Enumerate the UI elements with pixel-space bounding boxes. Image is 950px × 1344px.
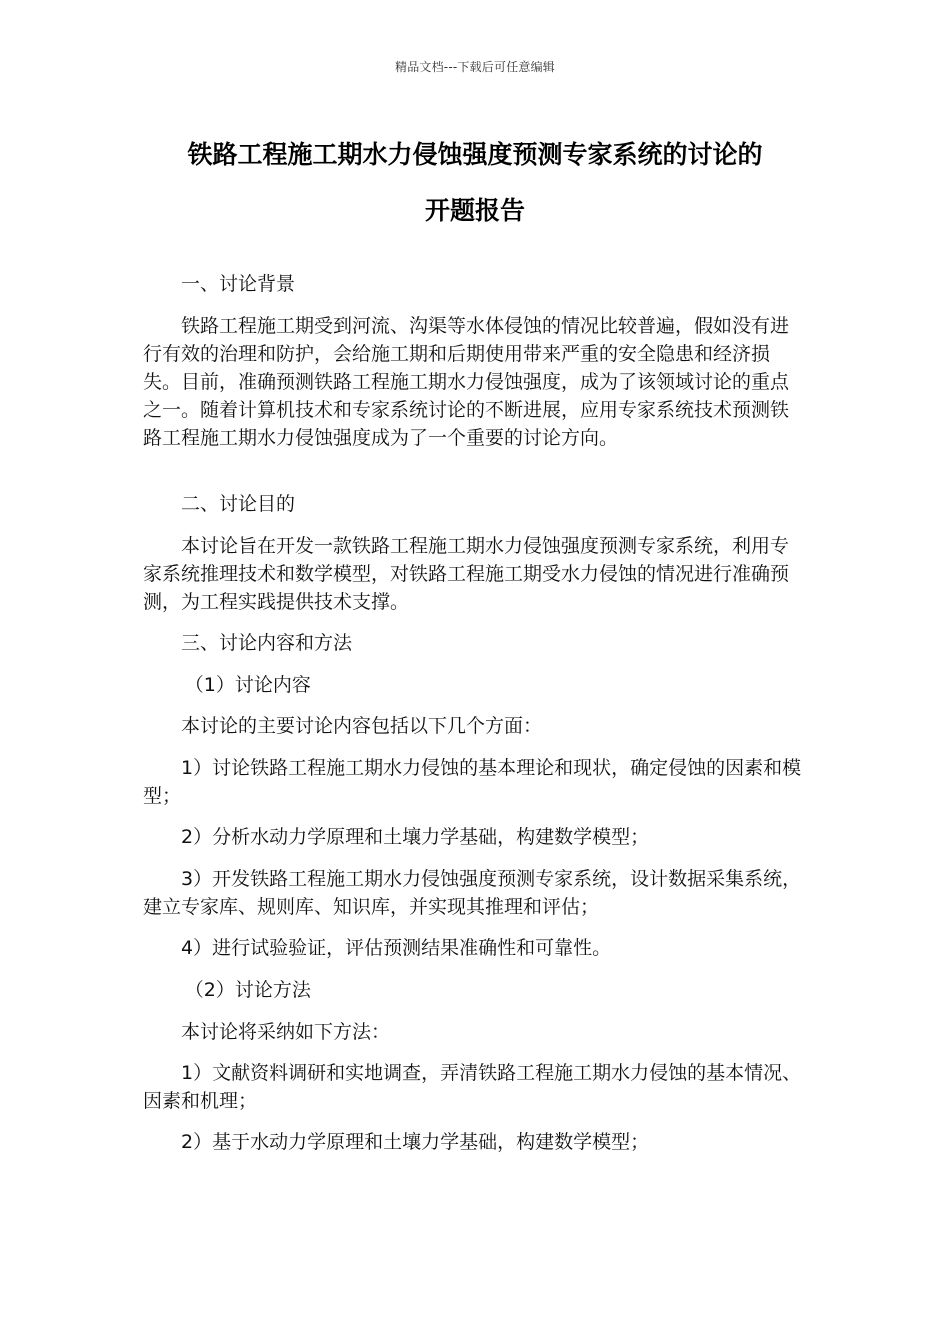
subsection-1-heading xyxy=(143,671,805,699)
section-2-heading xyxy=(143,490,805,518)
subsection-intro: 本讨论将采纳如下方法： xyxy=(181,1021,391,1043)
section-2-paragraph-block xyxy=(143,532,805,616)
list-item: 1）讨论铁路工程施工期水力侵蚀的基本理论和现状，确定侵蚀的因素和模型； xyxy=(143,757,802,807)
section-heading: 三、讨论内容和方法 xyxy=(181,632,353,654)
section-1-heading xyxy=(143,270,805,298)
section-2-paragraph: 本讨论旨在开发一款铁路工程施工期水力侵蚀强度预测专家系统，利用专家系统推理技术和数学模型，对铁路工程施工期受水力侵蚀的情况进行准确预测，为工程实践提供技术支撑。 xyxy=(143,535,790,613)
content-item-3-block xyxy=(143,865,805,921)
subsection-2-heading xyxy=(143,976,805,1004)
document-title-line-1: 铁路工程施工期水力侵蚀强度预测专家系统的讨论的 xyxy=(187,140,763,169)
list-item: 4）进行试验验证，评估预测结果准确性和可靠性。 xyxy=(181,937,612,959)
subsection-intro: 本讨论的主要讨论内容包括以下几个方面： xyxy=(181,715,543,737)
content-item-4-block xyxy=(143,934,805,962)
subsection-2-intro-block xyxy=(143,1018,805,1046)
section-1-paragraph: 铁路工程施工期受到河流、沟渠等水体侵蚀的情况比较普遍，假如没有进行有效的治理和防护，会给施工期和后期使用带来严重的安全隐患和经济损失。目前，准确预测铁路工程施工期水力侵蚀强度，成为了该领域讨论的重点之一。随着计算机技术和专家系统讨论的不断进展，应用专家系统技术预测铁路工程施工期水力侵蚀强度成为了一个重要的讨论方向。 xyxy=(143,315,790,449)
document-title-line-2: 开题报告 xyxy=(424,196,525,225)
list-item: 2）分析水动力学原理和土壤力学基础，构建数学模型； xyxy=(181,826,650,848)
section-heading: 二、讨论目的 xyxy=(181,493,296,515)
content-item-1-block xyxy=(143,754,805,810)
list-item: 3）开发铁路工程施工期水力侵蚀强度预测专家系统，设计数据采集系统，建立专家库、规则库、知识库，并实现其推理和评估； xyxy=(143,868,802,918)
section-heading: 一、讨论背景 xyxy=(181,273,296,295)
subsection-heading: （2）讨论方法 xyxy=(184,979,311,1001)
section-3-heading xyxy=(143,629,805,657)
section-1-paragraph-block xyxy=(143,312,805,452)
content-item-2-block xyxy=(143,823,805,851)
method-item-2-block xyxy=(143,1128,805,1156)
subsection-1-intro-block xyxy=(143,712,805,740)
subsection-heading: （1）讨论内容 xyxy=(184,674,311,696)
list-item: 2）基于水动力学原理和土壤力学基础，构建数学模型； xyxy=(181,1131,650,1153)
list-item: 1）文献资料调研和实地调查，弄清铁路工程施工期水力侵蚀的基本情况、因素和机理； xyxy=(143,1062,802,1112)
method-item-1-block xyxy=(143,1059,805,1115)
header-note: 精品文档---下载后可任意编辑 xyxy=(395,60,555,74)
